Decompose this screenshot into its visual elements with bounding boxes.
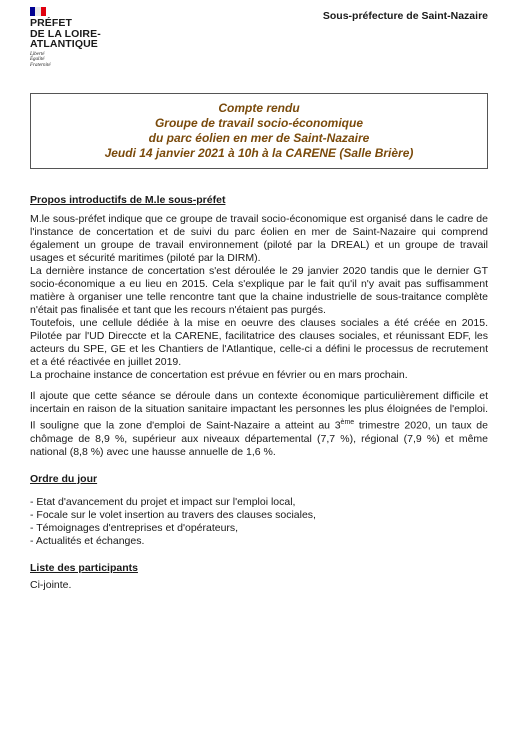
- report-title-box: [30, 93, 488, 169]
- agenda-section-title: Ordre du jour: [30, 472, 98, 485]
- participants-text: Ci-jointe.: [30, 578, 72, 591]
- title-line-3: du parc éolien en mer de Saint-Nazaire: [148, 131, 370, 145]
- agenda-item-2: - Focale sur le volet insertion au travers des clauses sociales,: [30, 508, 316, 521]
- title-line-4: Jeudi 14 janvier 2021 à 10h à la CARENE (Salle Brière): [104, 146, 414, 160]
- marianne-flag-icon: [30, 7, 46, 16]
- intro-paragraph-1: M.le sous-préfet indique que ce groupe de travail socio-économique est organisé dans le cadre de l'instance de concertation et de suivi du parc éolien en mer de Saint-Nazaire qui comprend également un groupe de travail environnement (piloté par la DREAL) et un groupe de travail usages et sécurité maritimes (piloté par la DIRM).: [30, 213, 488, 264]
- title-line-1: Compte rendu: [218, 101, 300, 115]
- p5-superscript: ème: [340, 419, 355, 426]
- intro-section-title: Propos introductifs de M.le sous-préfet: [30, 194, 226, 206]
- prefecture-logo: [30, 7, 101, 68]
- title-line-2: Groupe de travail socio-économique: [154, 116, 364, 130]
- logo-title: PRÉFET DE LA LOIRE- ATLANTIQUE: [30, 17, 101, 50]
- agenda-item-1: - Etat d'avancement du projet et impact sur l'emploi local,: [30, 495, 296, 508]
- intro-paragraph-3: Toutefois, une cellule dédiée à la mise en oeuvre des clauses sociales a été créée en 2015. Pilotée par l'UD Direccte et la CARENE, facilitatrice des clauses sociales, et réunissant EDF, les acteurs du SPE, GE et les Chantiers de l'Atlantique, celle-ci a défini le processus de recrutement et a été réactivée en juillet 2019.: [30, 317, 488, 368]
- document-body: [30, 194, 488, 592]
- logo-motto: Liberté Égalité Fraternité: [30, 51, 51, 68]
- intro-paragraph-5: [30, 390, 488, 459]
- sub-prefecture-name: Sous-préfecture de Saint-Nazaire: [322, 10, 488, 22]
- agenda-item-3: - Témoignages d'entreprises et d'opérateurs,: [30, 521, 239, 534]
- participants-section-title: Liste des participants: [30, 561, 138, 574]
- p5-text-after: trimestre 2020, un taux de chômage de 8,9 %, supérieur aux niveaux départemental (7,7 %), régional (7,9 %) et même national (8,8 %) avec une hausse annuelle de 1,6 %.: [30, 419, 488, 458]
- p5-text-before: Il ajoute que cette séance se déroule dans un contexte économique particulièrement difficile et incertain en raison de la situation sanitaire impactant les personnes les plus éloignées de l'emploi. Il souligne que la zone d'emploi de Saint-Nazaire a atteint au 3: [30, 390, 488, 432]
- agenda-item-4: - Actualités et échanges.: [30, 534, 145, 547]
- intro-paragraph-2: La dernière instance de concertation s'est déroulée le 29 janvier 2020 tandis que le dernier GT socio-économique a eu lieu en 2015. Cela s'explique par le fait qu'il n'y avait pas suffisamment matière à organiser une telle rencontre tant que la chaine industrielle de sous-traitance complète n'était pas finalisée et tant que les recours n'étaient pas purgés.: [30, 265, 488, 316]
- intro-paragraph-4: La prochaine instance de concertation est prévue en février ou en mars prochain.: [30, 369, 408, 381]
